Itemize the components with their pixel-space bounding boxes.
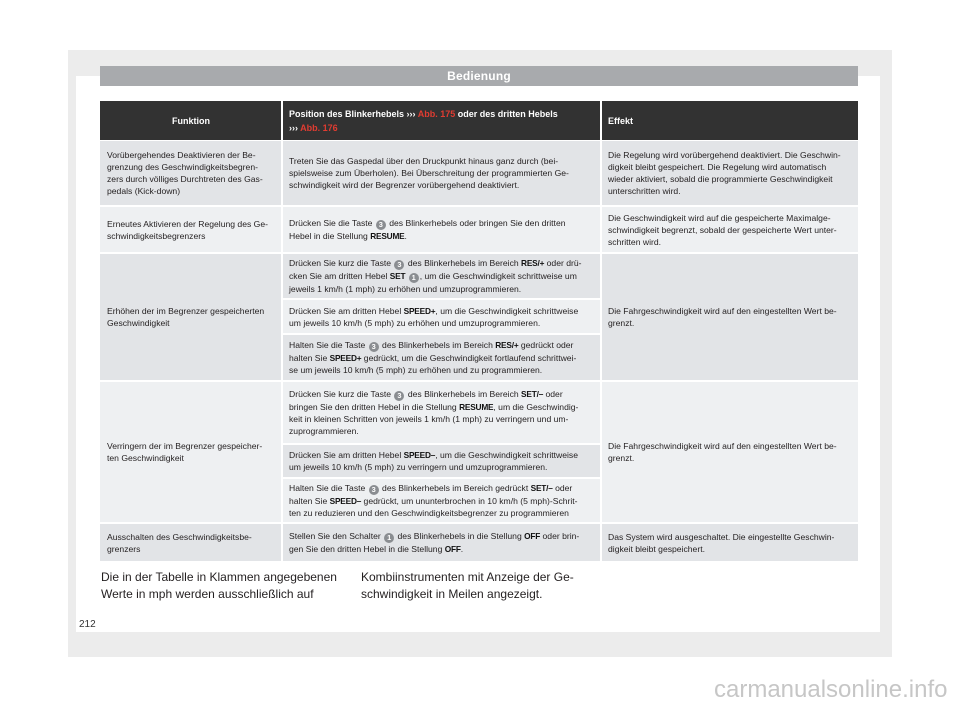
text-segment: oder des dritten Hebels <box>455 108 558 119</box>
text-line <box>289 413 594 425</box>
text-segment: oder <box>543 389 563 399</box>
position-cell <box>283 254 600 298</box>
text-segment: gedrückt, um die Geschwindigkeit fortlaufend schrittwei- <box>361 353 577 363</box>
function-cell <box>100 254 281 380</box>
effect-cell <box>602 207 858 252</box>
text-line <box>289 352 594 364</box>
text-segment: Stellen Sie den Schalter <box>289 531 384 541</box>
page-number: 212 <box>79 619 96 630</box>
text-segment: , um die Geschwindig- <box>493 402 579 412</box>
control-position-label: SPEED+ <box>403 305 436 316</box>
text-line: digkeit bleibt gespeichert. <box>608 543 705 554</box>
effect-cell <box>602 382 858 522</box>
text-line: Die Fahrgeschwindigkeit wird auf den eingestellten Wert be- <box>608 441 837 451</box>
text-line <box>289 270 594 283</box>
callout-number-badge: 3 <box>369 342 379 352</box>
effect-cell <box>602 524 858 561</box>
text-line <box>289 155 594 167</box>
function-cell <box>100 382 281 522</box>
position-cell <box>283 524 600 561</box>
header-effect: Effekt <box>602 101 858 140</box>
figure-reference-link[interactable]: Abb. 176 <box>298 122 338 133</box>
text-segment: Hebel in die Stellung <box>289 231 371 241</box>
callout-number-badge: 3 <box>394 260 404 270</box>
text-line <box>289 179 594 191</box>
text-segment: Drücken Sie am dritten Hebel <box>289 305 404 316</box>
text-line <box>289 121 594 135</box>
text-segment: . <box>460 544 464 554</box>
text-line: Ausschalten des Geschwindigkeitsbe- <box>107 531 252 542</box>
control-position-label: RES/+ <box>521 258 545 268</box>
position-cell <box>283 207 600 252</box>
text-line <box>289 317 594 329</box>
text-line: Die Fahrgeschwindigkeit wird auf den eingestellten Wert be- <box>608 306 837 316</box>
text-line: Verringern der im Begrenzer gespeicher- <box>107 441 263 451</box>
text-line <box>289 449 594 461</box>
watermark: carmanualsonline.info <box>714 676 948 703</box>
text-segment: des Blinkerhebels im Bereich <box>405 258 522 268</box>
text-segment: gen Sie den dritten Hebel in die Stellung <box>289 544 445 554</box>
position-cell <box>283 382 600 443</box>
function-cell <box>100 524 281 561</box>
text-line <box>289 257 594 270</box>
text-line: Die Geschwindigkeit wird auf die gespeicherte Maximalge- <box>608 212 831 223</box>
control-position-label: OFF <box>444 544 461 554</box>
text-line: schwindigkeit in Meilen angezeigt. <box>361 587 543 601</box>
text-segment: Drücken Sie kurz die Taste <box>289 389 394 399</box>
reference-arrows: ››› <box>406 108 416 119</box>
function-cell <box>100 207 281 252</box>
text-segment: , um die Geschwindigkeit schrittweise um <box>419 271 577 281</box>
control-position-label: RESUME <box>370 231 405 241</box>
text-segment: Drücken Sie am dritten Hebel <box>289 450 404 460</box>
text-line <box>289 461 594 473</box>
text-line: Werte in mph werden ausschließlich auf <box>101 587 314 601</box>
text-line <box>289 230 594 242</box>
text-segment: halten Sie <box>289 353 330 363</box>
text-line <box>289 507 594 519</box>
text-line <box>289 283 594 295</box>
text-line: schritten wird. <box>608 236 662 247</box>
callout-number-badge: 1 <box>409 273 419 283</box>
text-segment: ten zu reduzieren und den Geschwindigkeitsbegrenzer zu programmieren <box>289 508 569 518</box>
text-line: Die Regelung wird vorübergehend deaktiviert. Die Geschwin- <box>608 150 841 160</box>
callout-number-badge: 3 <box>369 485 379 495</box>
header-function: Funktion <box>100 101 281 140</box>
control-position-label: RES/+ <box>495 340 519 350</box>
text-segment: um jeweils 10 km/h (5 mph) zu erhöhen und umzuprogrammieren. <box>289 317 541 328</box>
text-segment: oder drü- <box>544 258 582 268</box>
position-cell <box>283 300 600 333</box>
text-line <box>289 482 594 495</box>
text-segment: gedrückt oder <box>518 340 574 350</box>
text-segment: Halten Sie die Taste <box>289 483 368 493</box>
text-segment: oder brin- <box>540 531 580 541</box>
text-line: Vorübergehendes Deaktivieren der Be- <box>107 150 256 160</box>
text-segment: oder <box>552 483 573 493</box>
text-line: wieder aktiviert, sobald die programmierte Geschwindigkeit <box>608 174 833 184</box>
text-line <box>289 401 594 413</box>
effect-cell <box>602 254 858 380</box>
text-segment: des Blinkerhebels in die Stellung <box>395 531 525 541</box>
text-line <box>289 425 594 437</box>
text-segment: Treten Sie das Gaspedal über den Druckpunkt hinaus ganz durch (bei- <box>289 156 559 166</box>
text-segment: des Blinkerhebels im Bereich <box>379 340 496 350</box>
text-line <box>289 107 594 121</box>
text-line: schwindigkeitsbegrenzers <box>107 230 206 241</box>
position-cell <box>283 445 600 477</box>
text-segment: schwindigkeit wird der Begrenzer vorübergehend deaktiviert. <box>289 180 520 190</box>
text-segment: um jeweils 10 km/h (5 mph) zu verringern und umzuprogrammieren. <box>289 462 548 472</box>
text-segment: gedrückt, um ununterbrochen in 10 km/h (5 mph)-Schrit- <box>361 496 578 506</box>
text-line <box>289 495 594 507</box>
text-segment <box>405 271 407 281</box>
text-segment: des Blinkerhebels im Bereich <box>405 389 522 399</box>
text-segment: Drücken Sie kurz die Taste <box>289 258 394 268</box>
control-position-label: SPEED– <box>329 496 362 506</box>
text-line: Erhöhen der im Begrenzer gespeicherten <box>107 306 265 316</box>
control-position-label: OFF <box>524 531 541 541</box>
text-line <box>289 167 594 179</box>
control-position-label: SET/– <box>521 389 544 399</box>
text-segment: spielsweise zum Überholen). Bei Überschreitung der programmierten Ge- <box>289 168 569 178</box>
function-cell <box>100 141 281 205</box>
text-line: Das System wird ausgeschaltet. Die eingestellte Geschwin- <box>608 531 835 542</box>
text-segment: . <box>404 231 407 241</box>
text-line <box>289 217 594 230</box>
text-line: zers durch völliges Durchtreten des Gas- <box>107 174 263 184</box>
text-line: Kombiinstrumenten mit Anzeige der Ge- <box>361 570 574 584</box>
effect-cell <box>602 141 858 205</box>
figure-reference-link[interactable]: Abb. 175 <box>415 108 456 119</box>
text-line: grenzt. <box>608 318 635 328</box>
control-position-label: SPEED+ <box>329 353 362 363</box>
text-segment: , um die Geschwindigkeit schrittweise <box>435 305 579 316</box>
reference-arrows: ››› <box>289 122 298 133</box>
function-table <box>100 101 858 561</box>
text-line <box>289 364 594 376</box>
text-line: grenzers <box>107 543 141 554</box>
callout-number-badge: 3 <box>394 391 404 401</box>
callout-number-badge: 1 <box>384 533 394 543</box>
text-line <box>289 305 594 317</box>
text-segment: Position des Blinkerhebels <box>289 108 407 119</box>
text-segment: Drücken Sie die Taste <box>289 218 375 228</box>
text-segment: keit in kleinen Schritten von jeweils 1 km/h (1 mph) zu verringern und um- <box>289 414 569 424</box>
text-line: Geschwindigkeit <box>107 318 170 328</box>
text-segment: Halten Sie die Taste <box>289 340 368 350</box>
text-segment: des Blinkerhebels oder bringen Sie den dritten <box>386 218 566 228</box>
text-segment: bringen Sie den dritten Hebel in die Stellung <box>289 402 460 412</box>
text-line: schwindigkeit begrenzt, sobald der gespeicherte Wert unter- <box>608 224 837 235</box>
text-line <box>289 530 594 543</box>
footnote-right-column <box>361 569 574 603</box>
text-segment: cken Sie am dritten Hebel <box>289 271 390 281</box>
text-line: Die in der Tabelle in Klammen angegebenen <box>101 570 337 584</box>
text-line <box>289 339 594 352</box>
control-position-label: SET/– <box>530 483 553 493</box>
text-segment: se um jeweils 10 km/h (5 mph) zu erhöhen und zu programmieren. <box>289 365 543 375</box>
position-cell <box>283 479 600 522</box>
text-line: unterschritten wird. <box>608 186 681 196</box>
callout-number-badge: 3 <box>376 220 386 230</box>
text-line: Erneutes Aktivieren der Regelung des Ge- <box>107 218 268 229</box>
text-line <box>289 388 594 401</box>
footnote-left-column <box>101 569 337 603</box>
control-position-label: SPEED– <box>403 450 436 460</box>
text-segment: , um die Geschwindigkeit schrittweise <box>435 450 578 460</box>
text-segment: des Blinkerhebels im Bereich gedrückt <box>379 483 531 493</box>
text-line <box>289 543 594 555</box>
control-position-label: RESUME <box>459 402 494 412</box>
position-cell <box>283 335 600 380</box>
text-line: digkeit bleibt gespeichert. Die Regelung wird automatisch <box>608 162 827 172</box>
text-line: grenzt. <box>608 453 635 463</box>
text-segment: jeweils 1 km/h (1 mph) zu erhöhen und umzuprogrammieren. <box>289 284 522 294</box>
text-segment: zuprogrammieren. <box>289 426 359 436</box>
text-line: pedals (Kick-down) <box>107 186 181 196</box>
text-line: grenzung des Geschwindigkeitsbegren- <box>107 162 258 172</box>
header-position <box>283 101 600 140</box>
position-cell <box>283 141 600 205</box>
text-line: ten Geschwindigkeit <box>107 453 184 463</box>
control-position-label: SET <box>389 271 406 281</box>
section-title: Bedienung <box>100 66 858 86</box>
text-segment: halten Sie <box>289 496 330 506</box>
